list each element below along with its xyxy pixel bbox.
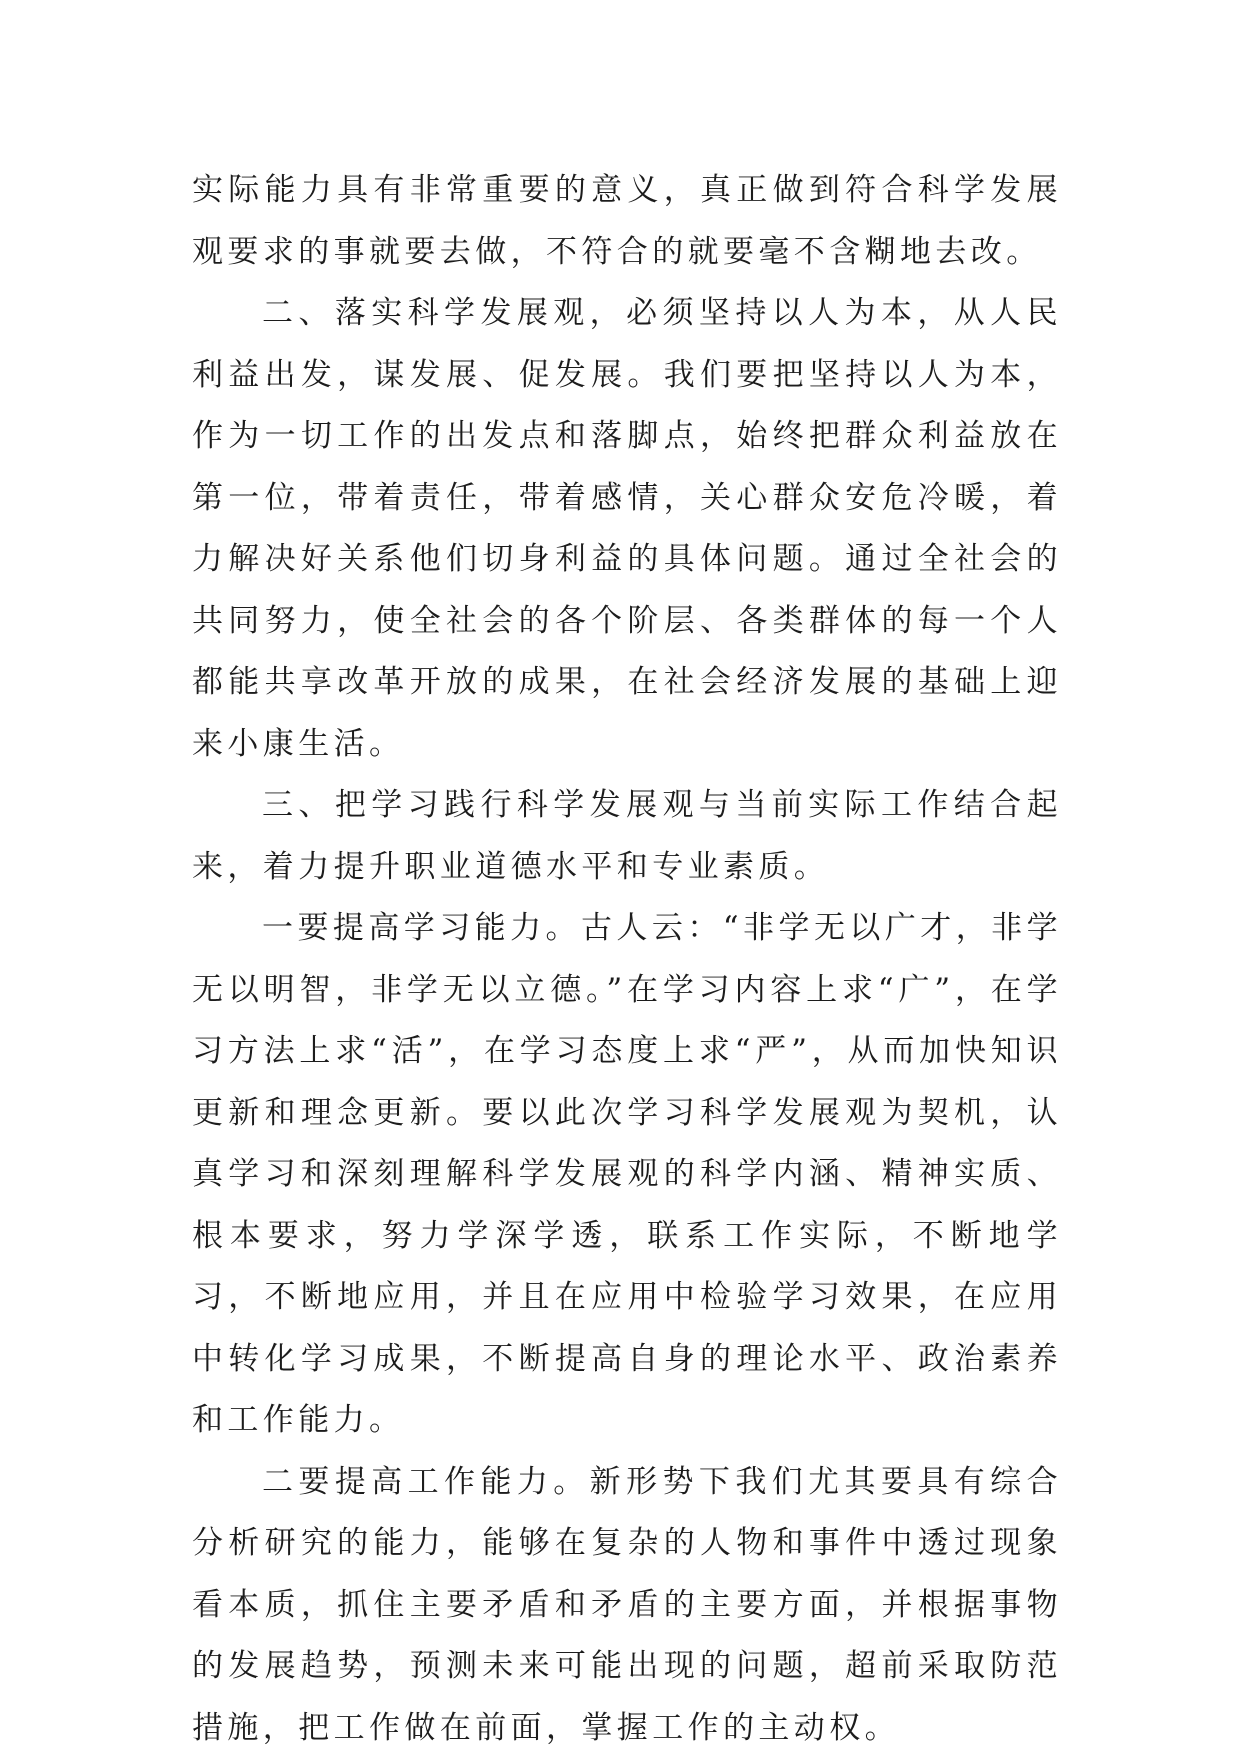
paragraph-1: 实际能力具有非常重要的意义，真正做到符合科学发展观要求的事就要去做，不符合的就要毫不含糊地去改。 [192, 160, 1062, 283]
paragraph-2: 二、落实科学发展观，必须坚持以人为本，从人民利益出发，谋发展、促发展。我们要把坚持以人为本，作为一切工作的出发点和落脚点，始终把群众利益放在第一位，带着责任，带着感情，关心群众安危冷暖，着力解决好关系他们切身利益的具体问题。通过全社会的共同努力，使全社会的各个阶层、各类群体的每一个人都能共享改革开放的成果，在社会经济发展的基础上迎来小康生活。 [192, 283, 1062, 775]
paragraph-3: 三、把学习践行科学发展观与当前实际工作结合起来，着力提升职业道德水平和专业素质。 [192, 775, 1062, 898]
paragraph-5: 二要提高工作能力。新形势下我们尤其要具有综合分析研究的能力，能够在复杂的人物和事件中透过现象看本质，抓住主要矛盾和矛盾的主要方面，并根据事物的发展趋势，预测未来可能出现的问题，超前采取防范措施，把工作做在前面，掌握工作的主动权。 [192, 1452, 1062, 1759]
document-body [192, 160, 1062, 1759]
paragraph-4: 一要提高学习能力。古人云：“非学无以广才，非学无以明智，非学无以立德。”在学习内容上求“广”，在学习方法上求“活”，在学习态度上求“严”，从而加快知识更新和理念更新。要以此次学习科学发展观为契机，认真学习和深刻理解科学发展观的科学内涵、精神实质、根本要求，努力学深学透，联系工作实际，不断地学习，不断地应用，并且在应用中检验学习效果，在应用中转化学习成果，不断提高自身的理论水平、政治素养和工作能力。 [192, 898, 1062, 1452]
